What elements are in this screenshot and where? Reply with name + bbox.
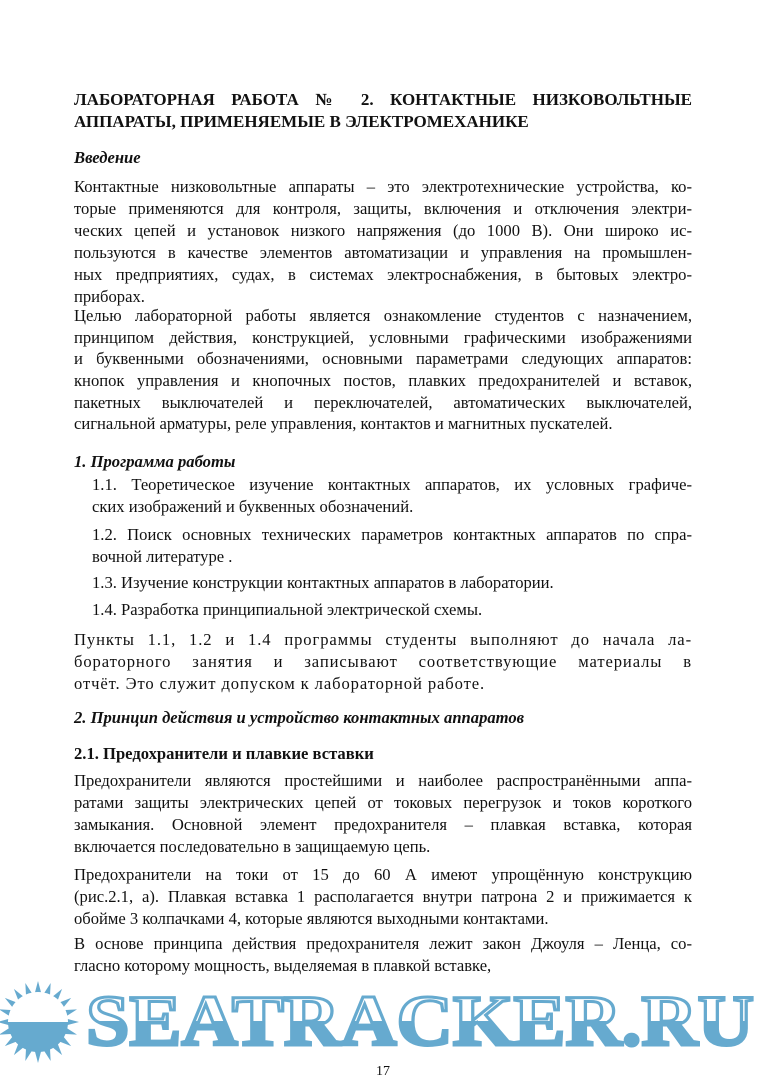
text-line: ратами защиты электрических цепей от токовых перегрузок и токов короткого: [74, 793, 692, 812]
text-line: вочной литературе .: [92, 547, 233, 566]
heading-text: 1. Программа работы: [74, 452, 236, 471]
watermark-logo: [0, 980, 766, 1064]
text-line: кнопок управления и кнопочных постов, плавких предохранителей и вставок,: [74, 371, 692, 391]
section-2-heading: [74, 707, 692, 729]
program-item-2: [92, 524, 692, 568]
text-line: Предохранители являются простейшими и наиболее распространёнными аппа-: [74, 771, 692, 790]
text-line: пользуются в качестве элементов автоматизации и управления на промышлен-: [74, 243, 692, 262]
text-line: 1.1. Теоретическое изучение контактных аппаратов, их условных графиче-: [92, 475, 692, 494]
intro-paragraph-2: [74, 305, 692, 435]
text-line: 1.2. Поиск основных технических параметров контактных аппаратов по спра-: [92, 525, 692, 544]
text-line: обойме 3 колпачками 4, которые являются выходными контактами.: [74, 909, 549, 928]
text-line: ных предприятиях, судах, в системах электроснабжения, в бытовых электро-: [74, 265, 692, 284]
sun-icon: [0, 981, 79, 1063]
text-line: и буквенными обозначениями, основными параметрами следующих аппаратов:: [74, 349, 692, 369]
heading-text: 2. Принцип действия и устройство контактных аппаратов: [74, 708, 525, 727]
text-line: (рис.2.1, а). Плавкая вставка 1 располагается внутри патрона 2 и прижимается к: [74, 887, 692, 906]
text-line: 1.4. Разработка принципиальной электрической схемы.: [92, 600, 483, 619]
watermark-text: SEATRACKER.RU: [86, 981, 754, 1061]
program-item-1: [92, 474, 692, 518]
text-line: В основе принципа действия предохранителя лежит закон Джоуля – Ленца, со-: [74, 934, 692, 953]
title-line: ЛАБОРАТОРНАЯ РАБОТА № 2. КОНТАКТНЫЕ НИЗКОВОЛЬТНЫЕ: [74, 90, 692, 109]
text-line: 1.3. Изучение конструкции контактных аппаратов в лаборатории.: [92, 573, 554, 592]
fuse-paragraph-3: [74, 933, 692, 977]
text-line: Предохранители на токи от 15 до 60 А имеют упрощённую конструкцию: [74, 865, 692, 884]
text-line: принципом действия, конструкцией, условными графическими изображениями: [74, 327, 692, 347]
text-line: торые применяются для контроля, защиты, включения и отключения электри-: [74, 199, 692, 218]
text-line: ческих цепей и установок низкого напряжения (до 1000 В). Они широко ис-: [74, 221, 692, 240]
program-item-3: [92, 572, 692, 594]
heading-text: Введение: [74, 148, 141, 167]
text-line: бораторного занятия и записывают соответствующие материалы в: [74, 652, 692, 671]
text-line: приборах.: [74, 287, 145, 306]
text-line: замыкания. Основной элемент предохранителя – плавкая вставка, которая: [74, 815, 692, 834]
text-line: Пункты 1.1, 1.2 и 1.4 программы студенты выполняют до начала ла-: [74, 630, 692, 649]
fuse-paragraph-2: [74, 864, 692, 930]
page-number: 17: [376, 1064, 390, 1079]
text-line: ских изображений и буквенных обозначений.: [92, 497, 414, 516]
fuse-paragraph-1: [74, 770, 692, 858]
text-line: Целью лабораторной работы является ознакомление студентов с назначением,: [74, 306, 692, 325]
text-line: включается последовательно в защищаемую цепь.: [74, 837, 431, 856]
page-title: [74, 89, 692, 133]
section-1-heading: [74, 451, 692, 473]
heading-text: 2.1. Предохранители и плавкие вставки: [74, 744, 374, 763]
text-line: сигнальной арматуры, реле управления, контактов и магнитных пускателей.: [74, 414, 613, 434]
text-line: отчёт. Это служит допуском к лабораторной работе.: [74, 674, 486, 693]
program-note: [74, 629, 692, 695]
text-line: пакетных выключателей и переключателей, автоматических выключателей,: [74, 392, 692, 412]
program-item-4: [92, 599, 692, 621]
title-line: АППАРАТЫ, ПРИМЕНЯЕМЫЕ В ЭЛЕКТРОМЕХАНИКЕ: [74, 112, 529, 131]
section-2-1-heading: [74, 743, 692, 765]
intro-heading: [74, 147, 692, 169]
text-line: Контактные низковольтные аппараты – это электротехнические устройства, ко-: [74, 177, 692, 196]
intro-paragraph-1: [74, 176, 692, 308]
text-line: гласно которому мощность, выделяемая в плавкой вставке,: [74, 956, 492, 975]
